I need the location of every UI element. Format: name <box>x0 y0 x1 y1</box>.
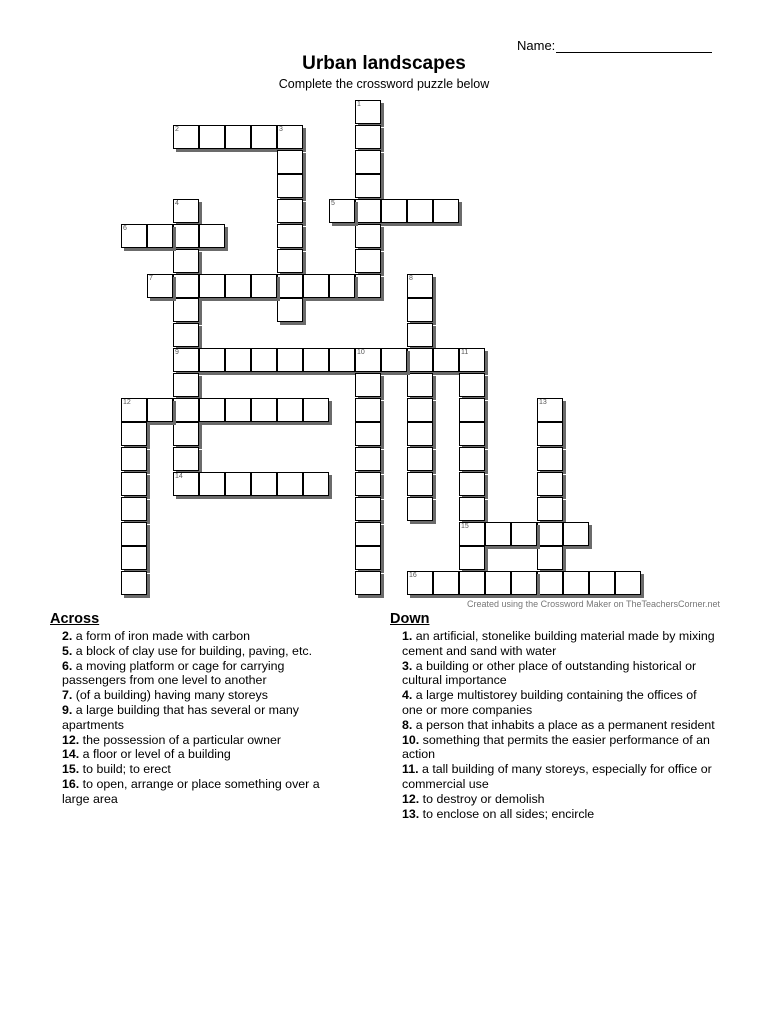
grid-cell[interactable] <box>225 348 251 372</box>
across-clue <box>50 733 350 748</box>
clue-text: a floor or level of a building <box>79 747 231 762</box>
clue-text: a large multistorey building containing the offices of one or more companies <box>402 688 697 717</box>
grid-cell[interactable] <box>407 571 433 595</box>
grid-cell[interactable] <box>459 422 485 446</box>
grid-cell[interactable] <box>329 274 355 298</box>
grid-cell[interactable] <box>537 497 563 521</box>
clue-number: 13 <box>539 398 547 406</box>
clue-number: 9 <box>175 349 179 356</box>
grid-cell[interactable] <box>589 571 615 595</box>
across-heading: Across <box>50 611 100 627</box>
clue-number: 6 <box>123 225 127 232</box>
clue-number: 13. <box>402 806 420 821</box>
grid-cell[interactable] <box>459 373 485 397</box>
grid-cell[interactable] <box>407 199 433 223</box>
clue-text: a tall building of many storeys, especially for office or commercial use <box>402 762 712 791</box>
credit-line: Created using the Crossword Maker on TheTeachersCorner.net <box>467 599 720 609</box>
clue-text: a form of iron made with carbon <box>72 629 251 643</box>
grid-cell[interactable] <box>407 398 433 422</box>
clue-text: to open, arrange or place something over a large area <box>62 776 320 806</box>
grid-cell[interactable] <box>563 571 589 595</box>
grid-cell[interactable] <box>173 373 199 397</box>
grid-cell[interactable] <box>355 348 381 372</box>
grid-cell[interactable] <box>355 398 381 422</box>
grid-cell[interactable] <box>225 274 251 298</box>
grid-cell[interactable] <box>537 447 563 471</box>
grid-cell[interactable] <box>407 373 433 397</box>
down-clues <box>390 610 720 821</box>
clue-number: 12 <box>123 398 131 406</box>
grid-cell[interactable] <box>173 348 199 372</box>
clue-number: 14. <box>62 747 80 762</box>
clue-number: 16. <box>62 776 80 791</box>
grid-cell[interactable] <box>537 422 563 446</box>
grid-cell[interactable] <box>537 546 563 570</box>
grid-cell[interactable] <box>277 224 303 248</box>
clue-text: a large building that has several or many apartments <box>62 702 299 732</box>
grid-cell[interactable] <box>537 571 563 595</box>
across-clues <box>50 610 350 807</box>
grid-cell[interactable] <box>355 150 381 174</box>
clue-number: 6. <box>62 658 73 673</box>
clue-number: 8. <box>402 717 413 732</box>
grid-cell[interactable] <box>407 422 433 446</box>
grid-cell[interactable] <box>173 422 199 446</box>
grid-cell[interactable] <box>147 274 173 298</box>
grid-cell[interactable] <box>407 323 433 347</box>
clue-text: something that permits the easier performance of an action <box>402 732 710 762</box>
grid-cell[interactable] <box>303 274 329 298</box>
clue-text: the possession of a particular owner <box>79 732 282 747</box>
grid-cell[interactable] <box>121 571 147 595</box>
grid-cell[interactable] <box>407 298 433 322</box>
grid-cell[interactable] <box>355 274 381 298</box>
clue-number: 3 <box>279 125 283 133</box>
down-clue <box>390 762 720 792</box>
grid-cell[interactable] <box>433 348 459 372</box>
clue-number: 15 <box>461 522 469 530</box>
down-heading: Down <box>390 611 430 627</box>
grid-cell[interactable] <box>199 398 225 422</box>
grid-cell[interactable] <box>459 348 485 372</box>
grid-cell[interactable] <box>537 522 563 546</box>
grid-cell[interactable] <box>277 398 303 422</box>
clue-number: 2. <box>62 629 73 643</box>
grid-cell[interactable] <box>199 125 225 149</box>
grid-cell[interactable] <box>355 174 381 198</box>
grid-cell[interactable] <box>277 199 303 223</box>
grid-cell[interactable] <box>407 274 433 298</box>
down-clue <box>390 718 720 733</box>
grid-cell[interactable] <box>251 398 277 422</box>
clue-text: a moving platform or cage for carrying passengers from one level to another <box>62 658 285 688</box>
grid-cell[interactable] <box>199 472 225 496</box>
grid-cell[interactable] <box>459 472 485 496</box>
clue-number: 12. <box>62 732 80 747</box>
grid-cell[interactable] <box>277 298 303 322</box>
grid-cell[interactable] <box>173 199 199 223</box>
grid-cell[interactable] <box>459 546 485 570</box>
clue-number: 2 <box>175 125 179 133</box>
down-clue <box>390 629 720 659</box>
grid-cell[interactable] <box>407 472 433 496</box>
grid-cell[interactable] <box>225 125 251 149</box>
clue-number: 5. <box>62 643 73 658</box>
across-clue-list <box>50 629 350 807</box>
grid-cell[interactable] <box>251 472 277 496</box>
grid-cell[interactable] <box>459 497 485 521</box>
grid-cell[interactable] <box>121 546 147 570</box>
grid-cell[interactable] <box>199 348 225 372</box>
grid-cell[interactable] <box>173 323 199 347</box>
grid-cell[interactable] <box>173 447 199 471</box>
clue-text: a person that inhabits a place as a permanent resident <box>412 717 715 732</box>
grid-cell[interactable] <box>147 398 173 422</box>
page-subtitle: Complete the crossword puzzle below <box>278 77 490 91</box>
grid-cell[interactable] <box>121 472 147 496</box>
grid-cell[interactable] <box>173 274 199 298</box>
grid-cell[interactable] <box>355 373 381 397</box>
grid-cell[interactable] <box>303 472 329 496</box>
clue-text: an artificial, stonelike building material made by mixing cement and sand with water <box>402 629 715 658</box>
grid-cell[interactable] <box>355 199 381 223</box>
across-clue <box>50 703 350 733</box>
name-label: Name: <box>517 38 556 53</box>
clue-text: to destroy or demolish <box>419 791 545 806</box>
grid-cell[interactable] <box>485 571 511 595</box>
across-clue <box>50 777 350 807</box>
grid-cell[interactable] <box>251 348 277 372</box>
clue-number: 5 <box>331 200 335 208</box>
clue-number: 7 <box>149 274 153 282</box>
grid-cell[interactable] <box>355 249 381 273</box>
grid-cell[interactable] <box>329 348 355 372</box>
grid-cell[interactable] <box>225 398 251 422</box>
grid-cell[interactable] <box>355 224 381 248</box>
grid-cell[interactable] <box>355 571 381 595</box>
across-clue <box>50 762 350 777</box>
clue-number: 11 <box>461 349 469 356</box>
grid-cell[interactable] <box>563 522 589 546</box>
grid-cell[interactable] <box>355 497 381 521</box>
grid-cell[interactable] <box>407 348 433 372</box>
grid-cell[interactable] <box>485 522 511 546</box>
grid-cell[interactable] <box>433 199 459 223</box>
grid-cell[interactable] <box>511 522 537 546</box>
clue-number: 11. <box>402 762 419 777</box>
clue-number: 15. <box>62 762 80 777</box>
clue-text: to enclose on all sides; encircle <box>419 806 595 821</box>
grid-cell[interactable] <box>121 422 147 446</box>
grid-cell[interactable] <box>173 472 199 496</box>
grid-cell[interactable] <box>381 199 407 223</box>
grid-cell[interactable] <box>121 497 147 521</box>
clue-number: 4 <box>175 200 179 208</box>
clue-number: 8 <box>409 274 413 282</box>
grid-cell[interactable] <box>173 125 199 149</box>
grid-cell[interactable] <box>355 522 381 546</box>
grid-cell[interactable] <box>121 224 147 248</box>
grid-cell[interactable] <box>355 100 381 124</box>
clue-number: 10 <box>357 349 365 356</box>
clue-number: 12. <box>402 791 420 806</box>
grid-cell[interactable] <box>251 274 277 298</box>
clue-number: 16 <box>409 572 417 580</box>
grid-cell[interactable] <box>147 224 173 248</box>
grid-cell[interactable] <box>121 522 147 546</box>
grid-cell[interactable] <box>277 150 303 174</box>
grid-cell[interactable] <box>381 348 407 372</box>
clue-number: 9. <box>62 702 73 717</box>
down-clue <box>390 659 720 689</box>
down-clue <box>390 807 720 822</box>
across-clue <box>50 659 350 689</box>
across-clue <box>50 688 350 703</box>
grid-cell[interactable] <box>277 174 303 198</box>
grid-cell[interactable] <box>615 571 641 595</box>
grid-cell[interactable] <box>277 125 303 149</box>
clue-number: 4. <box>402 688 413 703</box>
grid-cell[interactable] <box>355 422 381 446</box>
grid-cell[interactable] <box>277 274 303 298</box>
grid-cell[interactable] <box>173 398 199 422</box>
grid-cell[interactable] <box>355 546 381 570</box>
grid-cell[interactable] <box>407 497 433 521</box>
grid-cell[interactable] <box>407 447 433 471</box>
clue-text: a building or other place of outstanding historical or cultural importance <box>402 658 697 688</box>
clue-number: 14 <box>175 473 183 480</box>
across-clue <box>50 644 350 659</box>
grid-cell[interactable] <box>459 398 485 422</box>
grid-cell[interactable] <box>277 472 303 496</box>
clue-text: a block of clay use for building, paving, etc. <box>72 643 313 658</box>
grid-cell[interactable] <box>277 249 303 273</box>
down-clue <box>390 792 720 807</box>
clue-text: (of a building) having many storeys <box>72 688 268 703</box>
grid-cell[interactable] <box>459 571 485 595</box>
page-title: Urban landscapes <box>302 53 466 74</box>
grid-cell[interactable] <box>173 249 199 273</box>
grid-cell[interactable] <box>355 447 381 471</box>
grid-cell[interactable] <box>199 224 225 248</box>
grid-cell[interactable] <box>251 125 277 149</box>
grid-cell[interactable] <box>329 199 355 223</box>
clue-number: 7. <box>62 688 73 703</box>
grid-cell[interactable] <box>225 472 251 496</box>
grid-cell[interactable] <box>303 398 329 422</box>
across-clue <box>50 747 350 762</box>
grid-cell[interactable] <box>121 447 147 471</box>
grid-cell[interactable] <box>459 522 485 546</box>
grid-cell[interactable] <box>173 224 199 248</box>
grid-cell[interactable] <box>511 571 537 595</box>
clue-number: 3. <box>402 658 413 673</box>
grid-cell[interactable] <box>173 298 199 322</box>
grid-cell[interactable] <box>355 125 381 149</box>
grid-cell[interactable] <box>459 447 485 471</box>
clue-number: 1 <box>357 101 361 108</box>
grid-cell[interactable] <box>277 348 303 372</box>
grid-cell[interactable] <box>303 348 329 372</box>
clue-number: 10. <box>402 732 420 747</box>
grid-cell[interactable] <box>121 398 147 422</box>
grid-cell[interactable] <box>199 274 225 298</box>
down-clue-list <box>390 629 720 821</box>
down-clue <box>390 733 720 763</box>
grid-cell[interactable] <box>433 571 459 595</box>
down-clue <box>390 688 720 718</box>
grid-cell[interactable] <box>537 472 563 496</box>
grid-cell[interactable] <box>537 398 563 422</box>
clue-number: 1. <box>402 629 413 643</box>
across-clue <box>50 629 350 644</box>
clue-text: to build; to erect <box>79 762 171 777</box>
grid-cell[interactable] <box>355 472 381 496</box>
